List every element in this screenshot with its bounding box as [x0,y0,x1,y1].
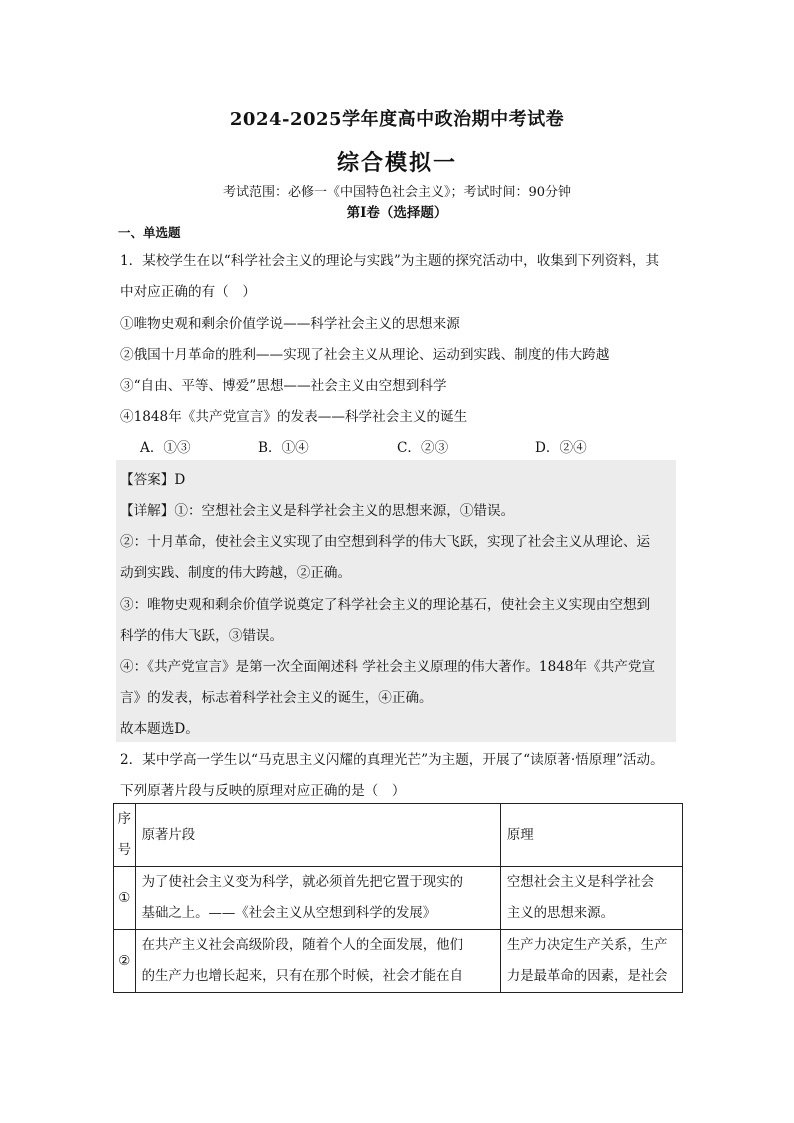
table-row [114,867,683,930]
q2-stem-line1: 2．某中学高一学生以“马克思主义闪耀的真理光芒”为主题，开展了“读原著·悟原理”活动。 [120,752,664,768]
answer-detail-4a: ④：《共产党宣言》是第一次全面阐述科 学社会主义原理的伟大著作。1848年《共产党宣 [120,659,656,675]
row-excerpt: 在共产主义社会高级阶段，随着个人的全面发展，他们 的生产力也增长起来，只有在那个时候，社会才能在自 [135,930,500,993]
q1-item-4: ④1848年《共产党宣言》的发表——科学社会主义的诞生 [120,409,468,425]
exam-title: 2024-2025学年度高中政治期中考试卷 [229,109,565,130]
answer-detail-1: 【详解】①：空想社会主义是科学社会主义的思想来源，①错误。 [120,503,515,519]
row-principle: 空想社会主义是科学社会 主义的思想来源。 [500,867,682,930]
q1-item-2: ②俄国十月革命的胜利——实现了社会主义从理论、运动到实践、制度的伟大跨越 [120,347,610,363]
answer-detail-2b: 动到实践、制度的伟大跨越，②正确。 [120,565,352,581]
q1-item-3: ③“自由、平等、博爱”思想——社会主义由空想到科学 [120,378,447,394]
row-excerpt: 为了使社会主义变为科学，就必须首先把它置于现实的 基础之上。——《社会主义从空想到科学的发展》 [135,867,500,930]
q1-stem-line1: 1．某校学生在以“科学社会主义的理论与实践”为主题的探究活动中，收集到下列资料，其 [120,253,660,269]
answer-detail-3a: ③：唯物史观和剩余价值学说奠定了科学社会主义的理论基石，使社会主义实现由空想到 [120,597,651,613]
exam-meta: 考试范围：必修一《中国特色社会主义》；考试时间：90分钟 [222,185,572,200]
section-heading: 一、单选题 [118,225,181,240]
table-row [114,930,683,993]
q1-option-a[interactable]: A．①③ [140,440,191,456]
answer-detail-2a: ②：十月革命，使社会主义实现了由空想到科学的伟大飞跃，实现了社会主义从理论、运 [120,534,651,550]
q1-option-d[interactable]: D．②④ [535,440,587,456]
row-number: ② [114,930,136,993]
q2-table [113,803,683,993]
q2-stem-line2: 下列原著片段与反映的原理对应正确的是（ ） [120,783,406,799]
exam-subtitle: 综合模拟一 [336,150,457,176]
row-principle: 生产力决定生产关系，生产 力是最革命的因素，是社会 [500,930,682,993]
table-header-excerpt: 原著片段 [135,804,500,867]
q1-stem-line2: 中对应正确的有（ ） [120,284,256,300]
q1-item-1: ①唯物史观和剩余价值学说——科学社会主义的思想来源 [120,316,460,332]
q1-option-b[interactable]: B．①④ [258,440,309,456]
answer-label: 【答案】D [120,472,186,488]
answer-detail-3b: 科学的伟大飞跃，③错误。 [120,628,284,644]
answer-detail-4b: 言》的发表，标志着科学社会主义的诞生，④正确。 [120,690,433,706]
table-header-row [114,804,683,867]
table-header-number: 序 号 [114,804,136,867]
table-header-principle: 原理 [500,804,682,867]
q1-option-c[interactable]: C．②③ [397,440,449,456]
row-number: ① [114,867,136,930]
volume-heading: 第I卷（选择题） [346,205,448,221]
answer-conclusion: 故本题选D。 [120,721,199,737]
